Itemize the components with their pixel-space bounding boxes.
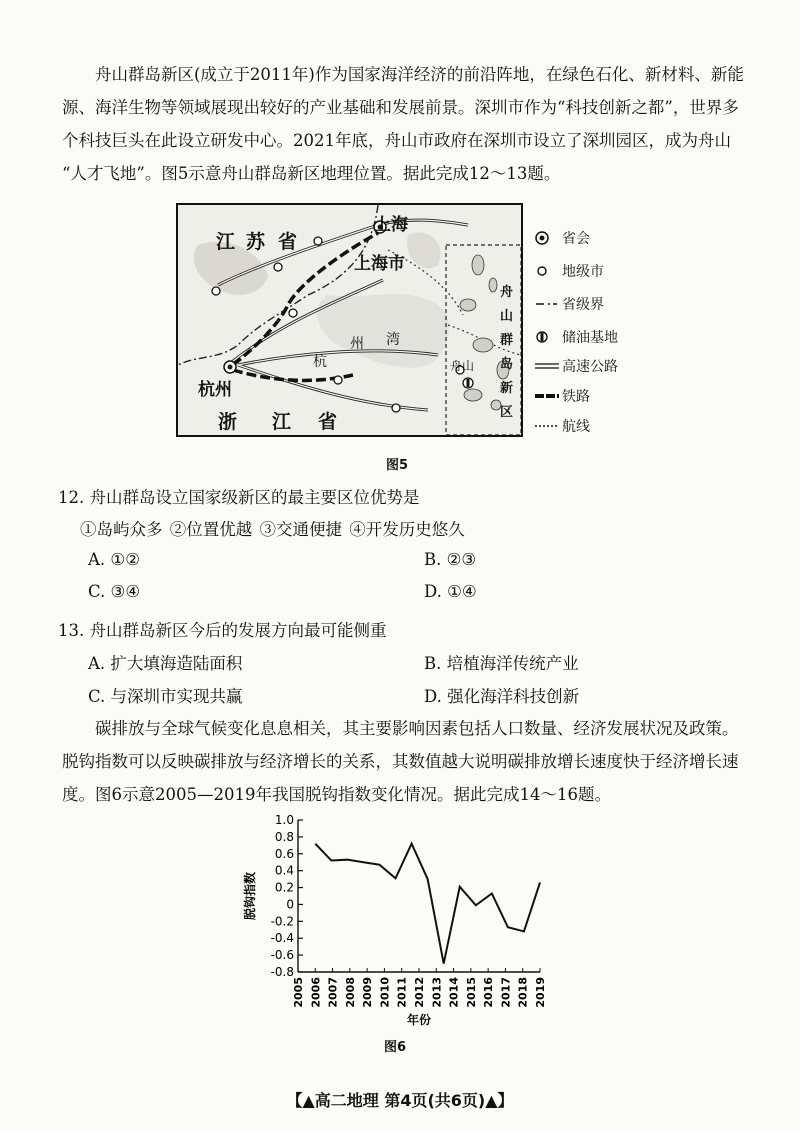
railway-icon — [534, 388, 562, 404]
y-tick-label: 1.0 — [274, 813, 294, 827]
y-tick-label: 0.8 — [274, 829, 294, 844]
legend-item — [534, 416, 590, 436]
figure-caption-chart: 图6 — [384, 1040, 407, 1055]
passage-line: 源、海洋生物等领域展现出较好的产业基础和发展前景。深圳市作为“科技创新之都”，世界多 — [62, 98, 739, 117]
x-tick-label: 2017 — [499, 977, 513, 1008]
question-13-option-a[interactable]: A. 扩大填海造陆面积 — [88, 654, 243, 673]
oil-base-icon — [463, 378, 473, 388]
x-tick-label: 2006 — [309, 977, 323, 1008]
map-label-new-area: 山 — [500, 309, 514, 324]
passage-decoupling — [62, 712, 742, 811]
map-label-zhejiang: 省 — [318, 411, 338, 433]
map-label-zhejiang: 江 — [272, 411, 292, 433]
x-tick-label: 2018 — [516, 977, 530, 1008]
legend-label: 航线 — [562, 419, 590, 435]
legend-label: 省级界 — [562, 297, 604, 313]
map-label-jiangsu: 江 — [216, 231, 236, 253]
provincial-capital-hangzhou-icon — [224, 361, 236, 373]
expressway-icon — [534, 358, 562, 374]
chart-axes — [298, 820, 540, 972]
legend-label: 省会 — [562, 231, 590, 247]
series-line — [315, 844, 540, 964]
passage-line: 个科技巨头在此设立研发中心。2021年底，舟山市政府在深圳市设立了深圳园区，成为舟山 — [62, 131, 731, 150]
map-label-zhejiang: 浙 — [218, 411, 238, 433]
x-tick-label: 2016 — [482, 977, 496, 1008]
x-tick-label: 2013 — [430, 977, 444, 1008]
legend-label: 地级市 — [562, 264, 604, 280]
y-tick-label: 0.2 — [274, 880, 294, 895]
legend-item — [534, 386, 590, 406]
x-tick-label: 2019 — [534, 977, 547, 1008]
map-label-new-area: 岛 — [500, 357, 514, 372]
passage-line: 度。图6示意2005—2019年我国脱钩指数变化情况。据此完成14～16题。 — [62, 785, 611, 804]
x-tick-label: 2009 — [361, 977, 375, 1008]
chart-x-ticks — [292, 968, 547, 1008]
legend-item — [534, 228, 590, 248]
prefecture-city-icon — [534, 263, 562, 279]
map-label-new-area: 舟 — [500, 285, 514, 300]
question-13-option-c[interactable]: C. 与深圳市实现共赢 — [88, 687, 243, 706]
passage-line: 碳排放与全球气候变化息息相关，其主要影响因素包括人口数量、经济发展状况及政策。 — [95, 719, 739, 738]
legend-label: 高速公路 — [562, 359, 618, 375]
y-tick-label: -0.6 — [270, 948, 294, 963]
x-tick-label: 2015 — [464, 977, 478, 1008]
map-label-new-area: 群 — [500, 333, 514, 348]
question-13-option-d[interactable]: D. 强化海洋科技创新 — [424, 687, 580, 706]
x-tick-label: 2011 — [395, 977, 409, 1008]
decoupling-index-chart — [240, 812, 560, 1037]
passage-line: 舟山群岛新区(成立于2011年)作为国家海洋经济的前沿阵地，在绿色石化、新材料、新能 — [95, 65, 744, 84]
x-tick-label: 2005 — [292, 977, 305, 1008]
y-tick-label: 0.6 — [274, 846, 294, 861]
map-label-jiangsu: 省 — [278, 231, 298, 253]
map-label-jiangsu: 苏 — [246, 231, 266, 253]
x-tick-label: 2007 — [326, 977, 340, 1008]
oil-storage-base-icon — [534, 329, 562, 345]
page-footer: 【▲高二地理 第4页(共6页)▲】 — [286, 1091, 514, 1110]
legend-item — [534, 327, 618, 347]
provincial-border-icon — [534, 296, 562, 312]
figure-caption-map: 图5 — [386, 458, 409, 473]
passage-line: “人才飞地”。图5示意舟山群岛新区地理位置。据此完成12～13题。 — [62, 164, 561, 183]
question-13-stem: 13. 舟山群岛新区今后的发展方向最可能侧重 — [58, 621, 387, 640]
x-tick-label: 2008 — [343, 977, 357, 1008]
map-label-bay: 湾 — [386, 332, 400, 348]
y-tick-label: -0.8 — [270, 965, 294, 979]
question-13-option-b[interactable]: B. 培植海洋传统产业 — [424, 654, 579, 673]
map-label-hangzhou: 杭州 — [198, 380, 232, 400]
map-label-bay: 杭 — [313, 354, 327, 370]
zhoushan-location-map — [176, 203, 523, 437]
legend-item — [534, 294, 604, 314]
question-12-items: ①岛屿众多 ②位置优越 ③交通便捷 ④开发历史悠久 — [80, 520, 465, 539]
map-label-new-area: 新 — [500, 381, 514, 396]
x-tick-label: 2014 — [447, 977, 461, 1008]
map-label-new-area: 区 — [500, 405, 514, 420]
y-tick-label: 0 — [286, 897, 294, 912]
question-12-option-d[interactable]: D. ①④ — [424, 582, 477, 601]
legend-item — [534, 261, 604, 281]
question-12-option-a[interactable]: A. ①② — [88, 550, 140, 569]
legend-label: 铁路 — [562, 389, 590, 405]
map-label-shanghai: 上海 — [374, 215, 408, 235]
question-12-stem: 12. 舟山群岛设立国家级新区的最主要区位优势是 — [58, 488, 420, 507]
question-12-option-c[interactable]: C. ③④ — [88, 582, 141, 601]
x-tick-label: 2012 — [413, 977, 426, 1008]
shipping-route-icon — [534, 418, 562, 434]
legend-label: 储油基地 — [562, 330, 618, 346]
legend-item — [534, 356, 618, 376]
chart-ylabel: 脱钩指数 — [243, 871, 257, 921]
chart-xlabel: 年份 — [406, 1013, 432, 1027]
y-tick-label: 0.4 — [274, 863, 294, 878]
map-label-shanghai-city: 上海市 — [354, 254, 405, 274]
passage-zhoushan — [62, 58, 742, 190]
y-tick-label: -0.2 — [270, 914, 294, 929]
map-label-zhoushan: 舟山 — [450, 359, 475, 373]
map-label-bay: 州 — [350, 336, 364, 352]
provincial-capital-icon — [534, 230, 562, 246]
passage-line: 脱钩指数可以反映碳排放与经济增长的关系，其数值越大说明碳排放增长速度快于经济增长速 — [62, 752, 739, 771]
x-tick-label: 2010 — [378, 977, 392, 1008]
question-12-option-b[interactable]: B. ②③ — [424, 550, 477, 569]
y-tick-label: -0.4 — [270, 931, 294, 946]
